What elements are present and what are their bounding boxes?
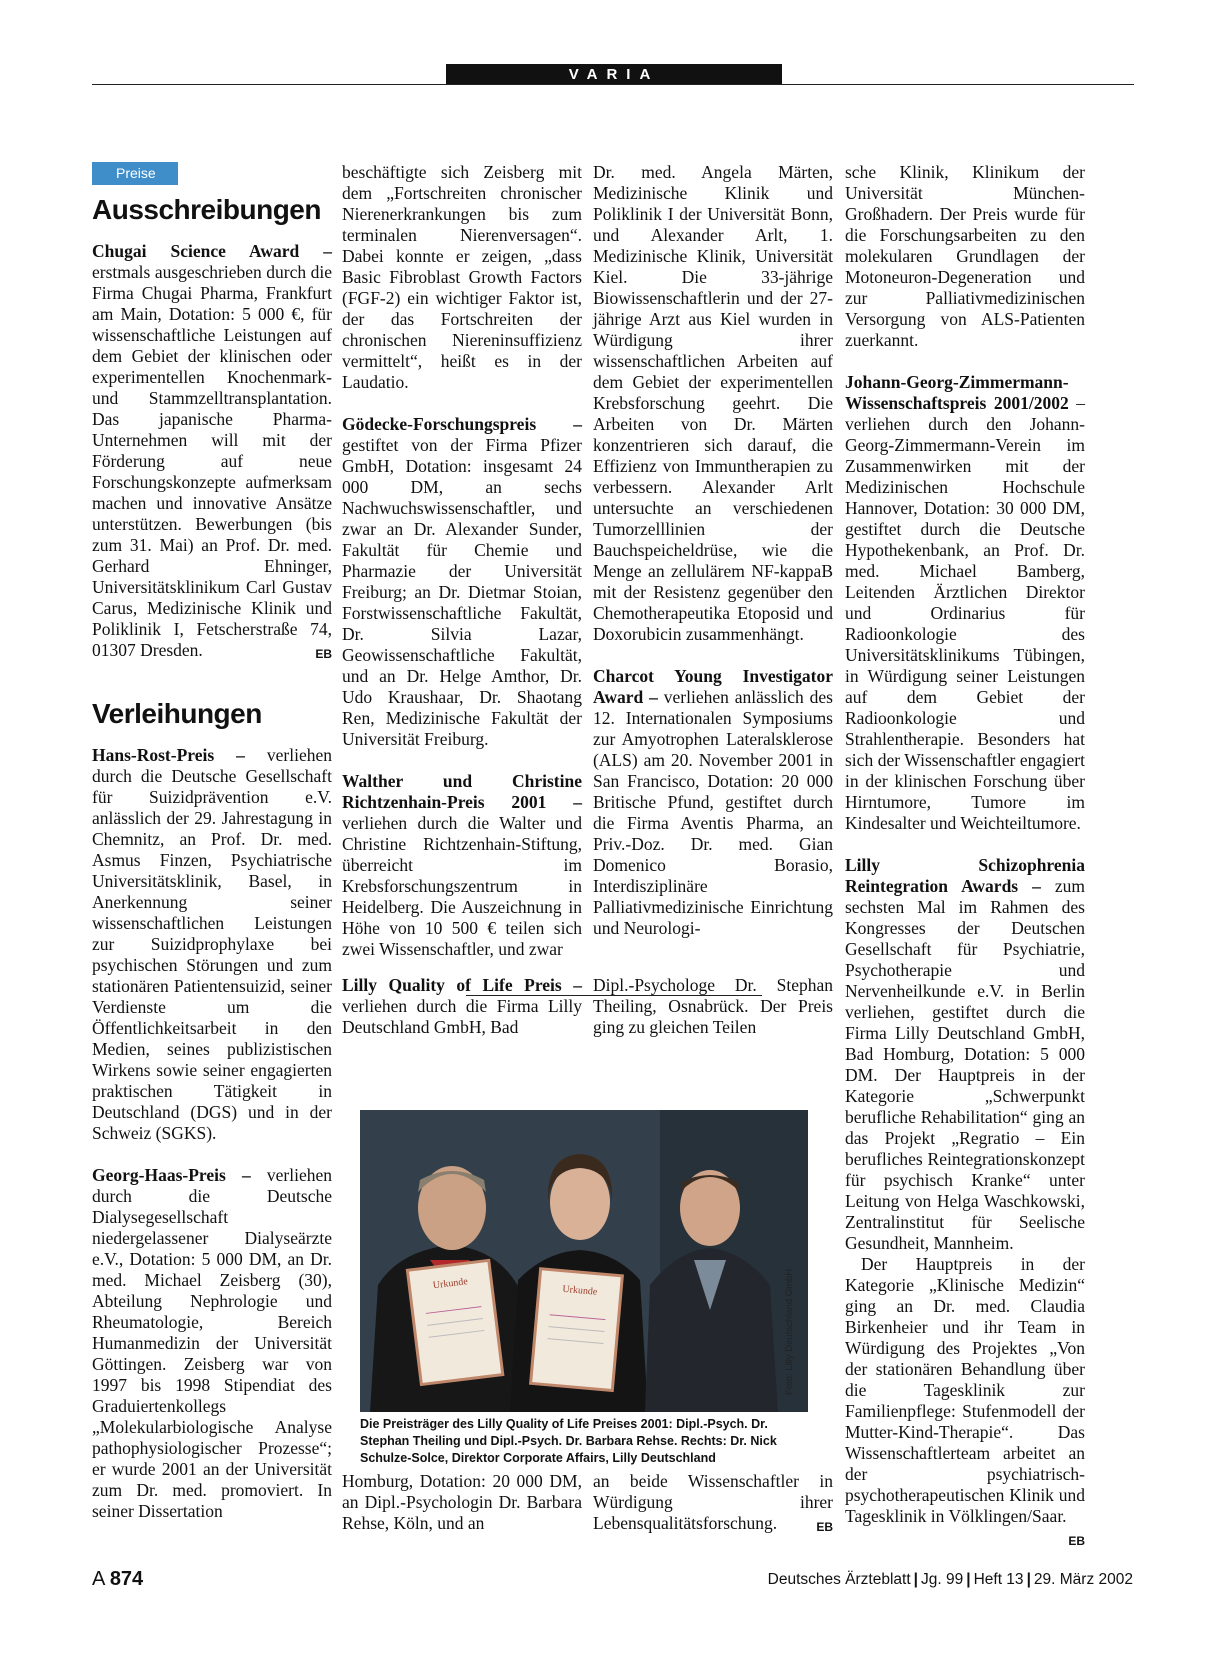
entry-text: Der Hauptpreis in der Kategorie „Klinische Medizin“ ging an Dr. med. Claudia Birkenheier und ihr Team in Würdigung des Projektes „Von der stationären Behandlung über die Tagesklinik zur Familienpflege: Stufenmodell der Mutter-Kind-Therapie“. Das Wissenschaftlerteam arbeitet an der psychiatrisch-psychotherapeutischen Klinik und Tagesklinik in Völklingen/Saar. xyxy=(845,1254,1085,1526)
heading-verleihungen: Verleihungen xyxy=(92,698,262,729)
entry-lilly-schizophrenia-continued xyxy=(845,1254,1085,1548)
entry-lilly-schizophrenia xyxy=(845,855,1085,1254)
entry-zeisberg-continued: beschäftigte sich Zeisberg mit dem „Fortschreiten chronischer Nierenerkrankungen bis zum terminalen Nierenversagen“. Dabei konnte er zeigen, „dass Basic Fibroblast Growth Factors (FGF-2) ein wichtiger Faktor ist, der das Fortschreiten der chronischen Niereninsuffizienz vermittelt“, heißt es in der Laudatio. xyxy=(342,162,582,392)
page-number xyxy=(92,1568,143,1591)
entry-text: erstmals ausgeschrieben durch die Firma Chugai Pharma, Frankfurt am Main, Dotation: 5 000 €, für wissenschaftliche Leistungen auf dem Gebiet der klinischen oder experimentellen Knochenmark- und Stammzelltransplantation. Das japanische Pharma-Unternehmen will mit der Förderung auf neue Forschungskonzepte aufmerksam machen und innovative Ansätze unterstützen. Bewerbungen (bis zum 31. Mai) an Prof. Dr. med. Gerhard Ehninger, Universitätsklinikum Carl Gustav Carus, Medizinische Klinik und Poliklinik I, Fetscherstraße 74, 01307 Dresden. xyxy=(92,262,332,660)
entry-title: Walther und Christine Richtzenhain-Preis 2001 – xyxy=(342,771,582,812)
entry-title: Hans-Rost-Preis – xyxy=(92,745,245,765)
author-signature: EB xyxy=(816,1520,833,1534)
qol-col2-bottom xyxy=(342,1471,582,1534)
column-4 xyxy=(845,162,1085,1552)
award-photo-illustration xyxy=(360,1110,808,1412)
entry-charcot xyxy=(593,666,833,939)
photo-credit: Foto: Lilly Deutschland GmbH xyxy=(784,1268,795,1395)
entry-chugai xyxy=(92,241,332,661)
entry-goedecke xyxy=(342,414,582,750)
entry-text: verliehen durch die Deutsche Gesellschaft für Suizidprävention e.V. anlässlich der 29. Jahrestagung in Chemnitz, an Prof. Dr. med. Asmus Finzen, Psychiatrische Universitätsklinik, Basel, in Anerkennung seiner wissenschaftlichen Leistungen zur Suizidprophylaxe bei psychischen Störungen und zum stationären Patientensuizid, seiner Verdienste um die Öffentlichkeitsarbeit in den Medien, seines publizistischen Wirkens sowie seiner engagierten praktischen Tätigkeit in Deutschland (DGS) und in der Schweiz (SGKS). xyxy=(92,745,332,1143)
entry-text: zum sechsten Mal im Rahmen des Kongresses der Deutschen Gesellschaft für Psychiatrie, Psychotherapie und Nervenheilkunde e.V. in Berlin verliehen, gestiftet durch die Firma Lilly Deutschland GmbH, Bad Homburg, Dotation: 5 000 DM. Der Hauptpreis in der Kategorie „Schwerpunkt berufliche Rehabilitation“ ging an das Projekt „Regratio – Ein berufliches Reintegrationskonzept für psychisch Kranke“ unter Leitung von Helga Waschkowski, Zentralinstitut für Seelische Gesundheit, Mannheim. xyxy=(845,876,1085,1253)
entry-text: verliehen anlässlich des 12. Internationalen Symposiums zur Amyotrophen Lateralsklerose (ALS) am 20. November 2001 in San Francisco, Dotation: 20 000 Britische Pfund, gestiftet durch die Firma Aventis Pharma, an Priv.-Doz. Dr. med. Gian Domenico Borasio, Interdisziplinäre Palliativmedizinische Einrichtung und Neurologi- xyxy=(593,687,833,938)
entry-borasio-continued: sche Klinik, Klinikum der Universität München-Großhadern. Der Preis wurde für die Forschungsarbeiten zu den molekularen Grundlagen der Motoneuron-Degeneration und zur Palliativmedizinischen Versorgung von ALS-Patienten zuerkannt. xyxy=(845,162,1085,350)
photo-caption: Die Preisträger des Lilly Quality of Life Preises 2001: Dipl.-Psych. Dr. Stephan Theiling und Dipl.-Psych. Dr. Barbara Rehse. Rechts: Dr. Nick Schulze-Solce, Direktor Corporate Affairs, Lilly Deutschland xyxy=(360,1417,777,1465)
entry-text: verliehen durch die Deutsche Dialysegesellschaft niedergelassener Dialyseärzte e.V., Dotation: 5 000 DM, an Dr. med. Michael Zeisberg (30), Abteilung Nephrologie und Rheumatologie, Bereich Humanmedizin der Universität Göttingen. Zeisberg war von 1997 bis 1998 Stipendiat des Graduiertenkollegs „Molekularbiologische Analyse pathophysiologischer Prozesse“; er wurde 2001 an der Universität zum Dr. med. promoviert. In seiner Dissertation xyxy=(92,1165,333,1521)
journal-issue: Heft 13 xyxy=(973,1571,1024,1588)
entry-text: Dipl.-Psychologe Dr. Stephan Theiling, Osnabrück. Der Preis ging zu gleichen Teilen xyxy=(593,975,833,1037)
entry-text: verliehen durch die Walter und Christine Richtzenhain-Stiftung, überreicht im Krebsforschungszentrum in Heidelberg. Die Auszeichnung in Höhe von 10 500 € teilen sich zwei Wissenschaftler, und zwar xyxy=(342,813,582,959)
entry-title: Lilly Quality of Life Preis – xyxy=(342,975,582,995)
author-signature: EB xyxy=(315,647,332,661)
section-header: VARIA xyxy=(446,64,782,85)
page-prefix: A xyxy=(92,1568,105,1590)
certificate-label: Urkunde xyxy=(561,1283,598,1298)
entry-lilly-qol xyxy=(342,975,582,1038)
entry-title: Chugai Science Award – xyxy=(92,241,332,261)
column-1 xyxy=(92,162,332,1522)
entry-hans-rost xyxy=(92,745,332,1144)
certificate-label: Urkunde xyxy=(432,1276,469,1292)
journal-footer: Deutsches Ärzteblatt | Jg. 99 | Heft 13 | 29. März 2002 xyxy=(767,1571,1133,1588)
entry-text: – verliehen durch den Johann-Georg-Zimmermann-Verein im Zusammenwirken mit der Medizinischen Hochschule Hannover, Dotation: 30 000 DM, gestiftet durch die Deutsche Hypothekenbank, an Prof. Dr. med. Michael Bamberg, Leitenden Ärztlichen Direktor und Ordinarius für Radioonkologie des Universitätsklinikums Tübingen, in Würdigung seiner Leistungen auf dem Gebiet der Radioonkologie und Strahlentherapie. Besonders hat sich der Wissenschaftler engagiert in der klinischen Forschung über Hirntumore, Tumore im Kindesalter und Weichteiltumore. xyxy=(845,393,1085,833)
qol-col3-top xyxy=(593,975,833,1038)
qol-col2-top xyxy=(342,975,582,1038)
entry-title: Georg-Haas-Preis – xyxy=(92,1165,251,1185)
column-3 xyxy=(593,162,833,939)
category-tag: Preise xyxy=(92,162,178,185)
author-signature: EB xyxy=(1068,1534,1085,1548)
entry-georg-haas xyxy=(92,1165,332,1522)
column-2 xyxy=(342,162,582,960)
entry-text: Homburg, Dotation: 20 000 DM, an Dipl.-Psychologin Dr. Barbara Rehse, Köln, und an xyxy=(342,1471,582,1533)
page-number-value: 874 xyxy=(109,1568,144,1590)
award-photo xyxy=(360,1110,808,1412)
entry-title: Johann-Georg-Zimmermann-Wissenschaftspreis 2001/2002 xyxy=(845,372,1069,413)
entry-title: Lilly Schizophrenia Reintegration Awards – xyxy=(845,855,1085,896)
journal-volume: Jg. 99 xyxy=(921,1571,964,1588)
journal-name: Deutsches Ärzteblatt xyxy=(767,1571,911,1588)
entry-text: an beide Wissenschaftler in Würdigung ihrer Lebensqualitätsforschung. xyxy=(593,1471,833,1533)
entry-zimmermann xyxy=(845,372,1085,834)
entry-text: gestiftet von der Firma Pfizer GmbH, Dotation: insgesamt 24 000 DM, an sechs Nachwuchswissenschaftler, und zwar an Dr. Alexander Sunder, Fakultät für Chemie und Pharmazie der Universität Freiburg; an Dr. Dietmar Stoian, Forstwissenschaftliche Fakultät, Dr. Silvia Lazar, Geowissenschaftliche Fakultät, und an Dr. Helge Amthor, Dr. Udo Kraushaar, Dr. Shaotang Ren, Medizinische Fakultät der Universität Freiburg. xyxy=(342,435,582,749)
heading-ausschreibungen: Ausschreibungen xyxy=(92,194,321,225)
qol-col3-bottom xyxy=(593,1471,833,1538)
header-rule xyxy=(92,84,1134,85)
entry-text: verliehen durch die Firma Lilly Deutschland GmbH, Bad xyxy=(342,996,582,1037)
entry-richtzenhain xyxy=(342,771,582,960)
journal-date: 29. März 2002 xyxy=(1033,1571,1133,1588)
entry-text-end xyxy=(593,1471,833,1534)
entry-title: Charcot Young Investigator Award – xyxy=(593,666,833,707)
entry-title: Gödecke-Forschungspreis – xyxy=(342,414,582,434)
entry-maerten-continued: Dr. med. Angela Märten, Medizinische Klinik und Poliklinik I der Universität Bonn, und Alexander Arlt, 1. Medizinische Klinik, Universität Kiel. Die 33-jährige Biowissenschaftlerin und der 27-jährige Arzt aus Kiel wurden in Würdigung ihrer wissenschaftlichen Arbeiten auf dem Gebiet der experimentellen Krebsforschung geehrt. Die Arbeiten von Dr. Märten konzentrieren sich darauf, die Effizienz von Immuntherapien zu verbessern. Alexander Arlt untersuchte an verschiedenen Tumorzelllinien der Bauchspeicheldrüse, wie die Menge an zellulärem NF-kappaB mit der Resistenz gegenüber den Chemotherapeutika Etoposid und Doxorubicin zusammenhängt. xyxy=(593,162,833,644)
